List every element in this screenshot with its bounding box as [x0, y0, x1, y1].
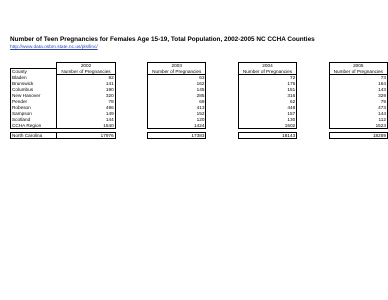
- pregnancy-count: 157: [238, 111, 296, 117]
- column-gap: [297, 133, 329, 139]
- pregnancy-count: 1502: [238, 123, 296, 129]
- pregnancy-count: 151: [238, 87, 296, 93]
- pregnancies-header: Number of Pregnancies: [238, 69, 296, 75]
- year-header: 2005: [329, 63, 387, 69]
- pregnancy-count: 285: [148, 93, 206, 99]
- year-header: 2004: [238, 63, 296, 69]
- county-name: Pender: [11, 99, 57, 105]
- pregnancy-count: 62: [238, 99, 296, 105]
- pregnancy-count: 69: [148, 99, 206, 105]
- pregnancies-header: Number of Pregnancies: [57, 69, 115, 75]
- source-link[interactable]: http://www.data.osbm.state.nc.us/pls/linc/: [10, 45, 98, 50]
- county-name: Robeson: [11, 105, 57, 111]
- pregnancy-count: 92: [57, 75, 115, 81]
- pregnancy-count: 413: [148, 105, 206, 111]
- pregnancy-count: 79: [329, 99, 387, 105]
- pregnancy-count: 496: [57, 105, 115, 111]
- pregnancy-count: 152: [148, 111, 206, 117]
- pregnancy-count: 143: [329, 87, 387, 93]
- pregnancy-count: 120: [148, 117, 206, 123]
- pregnancy-count: 130: [238, 117, 296, 123]
- county-name: Sampson: [11, 111, 57, 117]
- pregnancy-count: 329: [329, 93, 387, 99]
- county-name: Bladen: [11, 75, 57, 81]
- pregnancy-count: 448: [238, 105, 296, 111]
- pregnancy-count: 141: [57, 81, 115, 87]
- county-header: County: [11, 69, 57, 75]
- pregnancy-count: 18143: [238, 133, 296, 139]
- pregnancy-count: 145: [148, 87, 206, 93]
- pregnancy-count: 73: [329, 75, 387, 81]
- pregnancy-count: 162: [148, 81, 206, 87]
- pregnancy-count: 144: [329, 111, 387, 117]
- pregnancy-count: 316: [238, 93, 296, 99]
- pregnancy-count: 78: [57, 99, 115, 105]
- page-title: Number of Teen Pregnancies for Females Age 15-19, Total Population, 2002-2005 NC CCHA Counties: [10, 36, 315, 43]
- year-header: 2003: [148, 63, 206, 69]
- year-header: 2002: [57, 63, 115, 69]
- pregnancies-header: Number of Pregnancies: [329, 69, 387, 75]
- pregnancy-count: 320: [57, 93, 115, 99]
- total-row: [11, 133, 388, 139]
- pregnancy-table: [10, 62, 388, 139]
- pregnancy-count: 190: [57, 87, 115, 93]
- county-name: Brunswick: [11, 81, 57, 87]
- pregnancy-count: 17976: [57, 133, 115, 139]
- pregnancy-count: 164: [329, 81, 387, 87]
- pregnancy-count: 72: [238, 75, 296, 81]
- county-name: CCHA Region: [11, 123, 57, 129]
- pregnancy-count: 17383: [148, 133, 206, 139]
- pregnancy-count: 149: [57, 111, 115, 117]
- pregnancy-count: 1540: [57, 123, 115, 129]
- pregnancy-count: 112: [329, 117, 387, 123]
- county-name: Columbus: [11, 87, 57, 93]
- column-gap: [115, 133, 147, 139]
- pregnancy-count: 1523: [329, 123, 387, 129]
- county-name: Scotland: [11, 117, 57, 123]
- column-gap: [206, 133, 238, 139]
- pregnancy-count: 473: [329, 105, 387, 111]
- pregnancy-count: 63: [148, 75, 206, 81]
- pregnancy-count: 18259: [329, 133, 387, 139]
- pregnancy-count: 144: [57, 117, 115, 123]
- county-name: North Carolina: [11, 133, 57, 139]
- county-name: New Hanover: [11, 93, 57, 99]
- pregnancy-count: 1424: [148, 123, 206, 129]
- pregnancy-count: 176: [238, 81, 296, 87]
- pregnancies-header: Number of Pregnancies: [148, 69, 206, 75]
